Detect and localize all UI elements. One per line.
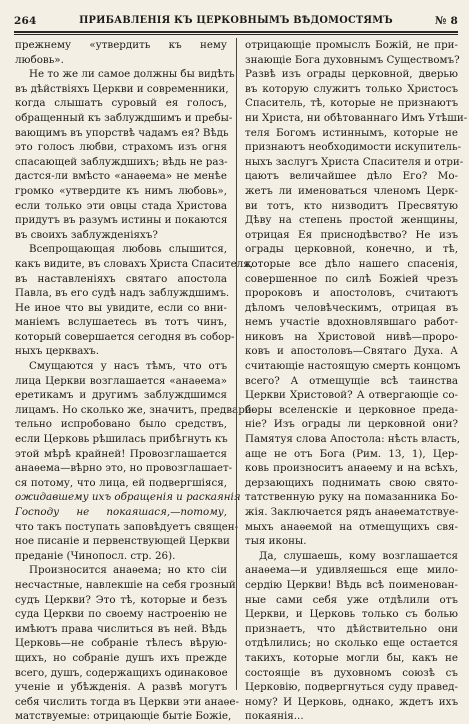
right-text-column — [245, 38, 468, 724]
text-line: себя числить тогда въ Церкви эти анаѳе- — [15, 695, 239, 708]
text-line: никовъ на Христовой нивѣ—проро- — [245, 330, 458, 343]
text-line: Развѣ изъ ограды церковной, дверью — [245, 68, 458, 81]
text-line: который совершается сегодня въ собор- — [15, 330, 235, 343]
text-line: суда Церкви по своему настроенію не — [15, 608, 227, 621]
text-line: боры вселенскіе и церковное преда- — [245, 403, 458, 416]
text-line: если Церковь рѣшилась прибѣгнуть къ — [15, 433, 228, 446]
text-line: дерзающихъ поднимать свою свято- — [245, 476, 458, 489]
text-line: ныхъ заслугъ Христа Спасителя и отри- — [245, 155, 464, 168]
text-line: щихъ, но собраніе душъ ихъ прежде — [15, 651, 227, 664]
text-line: Смущаются у насъ тѣмъ, что отъ — [29, 360, 227, 373]
text-line: признаетъ, что дѣйствительно они — [245, 622, 458, 635]
text-line: которые все дѣло нашего спасенія, — [245, 257, 458, 270]
text-line: Не иное что вы увидите, если со вни- — [15, 301, 227, 314]
text-line: такихъ, которые могли бы, какъ не — [245, 651, 458, 664]
text-line: считающіе настоящую смерть концомъ — [245, 360, 461, 373]
text-line: громко «утвердите къ нимъ любовь», — [15, 184, 227, 197]
text-line: пророковъ и апостоловъ, считаютъ — [245, 287, 458, 300]
text-line: ви тотъ, кто низводитъ Пресвятую — [245, 199, 458, 212]
text-line: лицамъ. Но сколько же, значитъ, предвари- — [15, 403, 256, 416]
text-line: этой мѣрѣ крайней! Провозглашается — [15, 447, 227, 460]
text-line: цаютъ величайшее дѣло Его? Мо- — [245, 170, 458, 183]
text-line: совершенное по силѣ Божіей чрезъ — [245, 272, 458, 285]
text-line: дастся-ли вмѣсто «анаѳема» не менѣе — [15, 170, 227, 183]
page-number: 264 — [14, 15, 37, 27]
text-line: анаѳема—вѣрно это, но провозглашает- — [15, 462, 233, 475]
text-line: аще не отъ Бога (Рим. 13, 1), Цер- — [245, 447, 458, 460]
text-line: сердію Церкви! Вѣдь всѣ поименован- — [245, 578, 458, 591]
text-line: ное писаніе и первенствующей Церкви — [15, 535, 230, 548]
text-line: ному? И Церковь, однако, ждетъ ихъ — [245, 695, 458, 708]
text-line: Да, слушаешь, кому возглашается — [259, 549, 458, 562]
text-line: въ наставленіяхъ святаго апостола — [15, 272, 227, 285]
text-line: маніемъ вслушаетесь въ тотъ чинъ, — [15, 316, 227, 329]
text-line: татственную руку на помазанника Бо- — [245, 491, 458, 504]
text-line: анаѳема—и удивляешься еще мило- — [245, 564, 458, 577]
text-line: любовь». — [15, 53, 64, 66]
header-rule — [14, 31, 458, 33]
text-line: судъ Церкви? Это тѣ, которые и безъ — [15, 593, 227, 606]
text-line: ковь произноситъ анаѳему и на всѣхъ, — [245, 462, 458, 475]
text-line: въ дѣйствіяхъ Церкви и современники, — [15, 82, 229, 95]
issue-number: № 8 — [435, 15, 458, 27]
text-line: Церковь—не собраніе тѣлесъ вѣрую- — [15, 637, 227, 650]
text-line: жія. Заключается рядъ анаѳематствуе- — [245, 506, 459, 518]
text-line: ограды церковной, конечно, и тѣ, — [245, 243, 458, 256]
text-line: Дѣву на степень простой женщины, — [245, 214, 458, 227]
text-line: Господу не покаяшася,—потому, — [15, 506, 227, 518]
text-line: жетъ ли именоваться членомъ Церк- — [245, 184, 458, 197]
text-line: Павла, въ его судѣ надъ заблуждшимъ. — [15, 287, 230, 300]
text-line: знающіе Бога духовнымъ Существомъ? — [245, 53, 460, 66]
text-line: ученіе и убѣжденія. А развѣ могутъ — [15, 681, 227, 694]
text-line: Церковію, подвергнуться суду правед- — [245, 681, 458, 694]
text-line: придутъ въ разумъ истины и покаются — [15, 214, 228, 227]
text-line: еретикамъ и другимъ заблуждшимся — [15, 389, 227, 402]
text-line: всего? А отмещущіе всѣ таинства — [245, 374, 458, 387]
text-line: что такъ поступать заповѣдуетъ священ- — [15, 520, 239, 533]
text-line: ни Христа, ни обѣтованнаго Имъ Утѣши- — [245, 111, 468, 124]
text-line: несчастные, навлекшіе на себя грозный — [15, 578, 236, 591]
text-line: Церкви Христовой? А отвергающіе со- — [245, 389, 458, 402]
text-line: Произносится анаѳема; но кто сіи — [29, 564, 227, 577]
text-line: всего, душъ, содержащихъ одинаковое — [15, 666, 228, 679]
text-line: теля Богомъ истиннымъ, которые не — [245, 126, 458, 139]
column-divider — [236, 38, 237, 690]
text-line: отдѣлились; но сколько еще остается — [245, 637, 458, 650]
left-text-column — [15, 38, 256, 724]
text-line: когда слышатъ суровый ея голосъ, — [15, 97, 227, 110]
journal-title: ПРИБАВЛЕНІЯ КЪ ЦЕРКОВНЫМЪ ВѢДОМОСТЯМЪ — [79, 15, 393, 26]
text-line: Всепрощающая любовь слышится, — [29, 243, 227, 256]
text-line: ніе? Изъ ограды ли церковной они? — [245, 418, 458, 431]
text-line: отрицающіе промыслъ Божій, не при- — [245, 39, 458, 51]
text-line: спасающей заблуждшихъ; вѣдь не раз- — [15, 155, 228, 168]
text-line: обращенный къ заблуждшимъ и пребы- — [15, 111, 233, 124]
text-line: какъ видите, въ словахъ Христа Спасителя, — [15, 257, 253, 270]
text-line: признаютъ необходимости искупитель- — [245, 141, 462, 154]
text-line: немъ участіе вдохновлявшаго работ- — [245, 316, 458, 329]
text-line: ковъ и апостоловъ—Святаго Духа. А — [245, 345, 458, 358]
header-rule-thin — [14, 34, 458, 35]
text-line: это голосъ любви, страхомъ изъ огня — [15, 141, 227, 154]
text-line: въ своихъ заблужденіяхъ? — [15, 228, 158, 241]
text-line: Памятуя слова Апостола: нѣсть власть, — [245, 433, 461, 446]
text-line: отрицая Ея приснодѣвство? Не изъ — [245, 228, 458, 241]
text-line: если только эти овцы стада Христова — [15, 199, 227, 212]
text-line: ные сами себя уже отдѣлили отъ — [245, 593, 458, 606]
running-header — [14, 13, 458, 29]
text-line: покаянія... — [245, 710, 304, 723]
text-line: прежнему «утвердить къ нему — [15, 39, 227, 51]
text-line: ожидавшему ихъ обращенія и раскаянія — [15, 491, 241, 504]
text-line: лица Церкви возглашается «анаѳема» — [15, 374, 227, 387]
text-line: ся потому, что лица, ей подвергшіяся, — [15, 476, 227, 489]
text-line: ныхъ церквахъ. — [15, 345, 99, 358]
text-line: дѣломъ человѣческимъ, отрицая въ — [245, 301, 458, 314]
text-line: имѣютъ права числиться въ ней. Вѣдь — [15, 622, 227, 635]
text-line: преданіе (Чинопосл. стр. 26). — [15, 549, 176, 562]
text-line: въ которую служитъ только Христосъ — [245, 82, 458, 95]
text-line: тыя иконы. — [245, 535, 307, 548]
text-line: тельно испробовано было средствъ, — [15, 418, 227, 431]
text-line: Спаситель, тѣ, которые не признаютъ — [245, 97, 458, 110]
text-line: вающимъ въ упорствѣ чадамъ ея? Вѣдь — [15, 126, 229, 139]
text-line: состоящіе въ духовномъ союзѣ съ — [245, 666, 458, 679]
text-line: мыхъ анаѳемой на отмещущихъ свя- — [245, 520, 458, 533]
text-line: Церкви, и Церковь только съ болью — [245, 608, 458, 621]
text-line: Не то же ли самое должны бы видѣть — [29, 68, 235, 81]
text-line: матствуемые: отрицающіе бытіе Божіе, — [15, 710, 232, 723]
